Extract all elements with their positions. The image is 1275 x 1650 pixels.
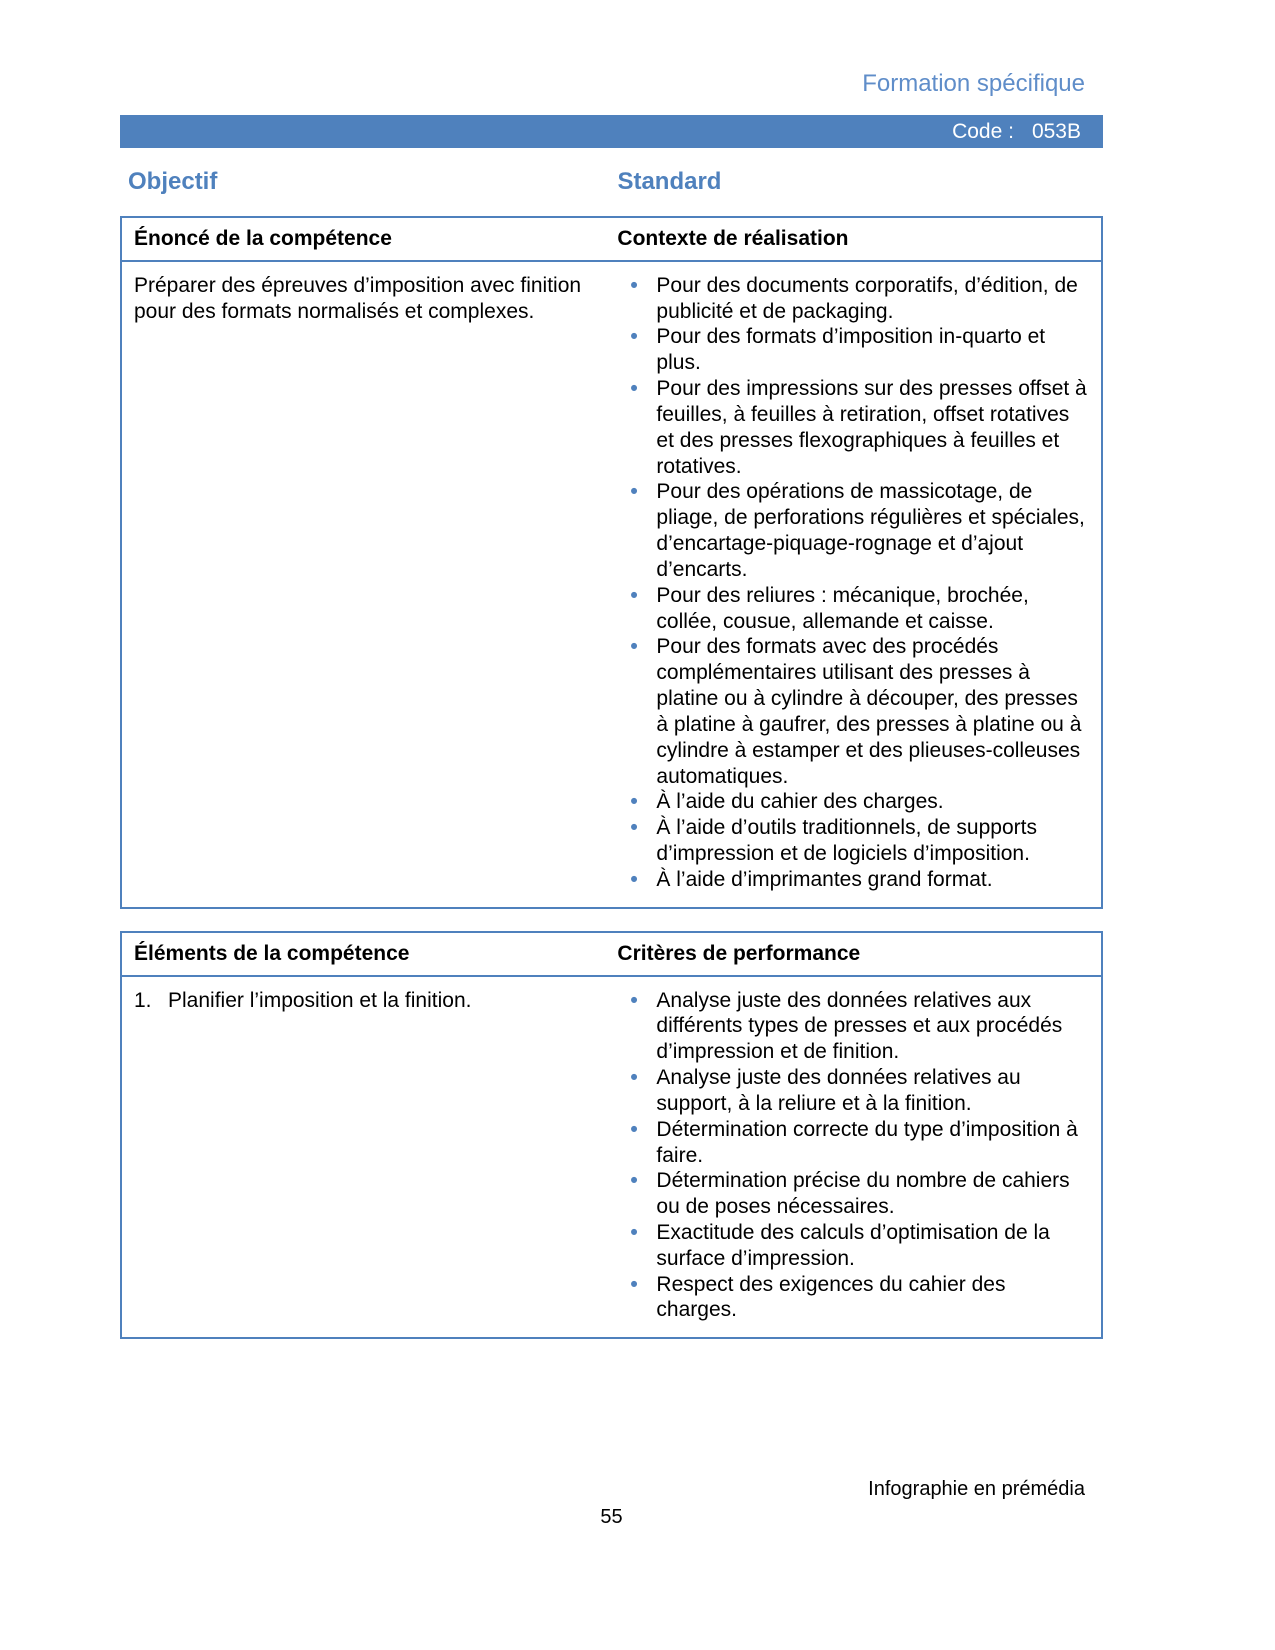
standard-heading: Standard xyxy=(617,168,722,195)
footer-program-name: Infographie en prémédia xyxy=(868,1478,1085,1500)
bullet-item: • Pour des reliures : mécanique, brochée, collée, cousue, allemande et caisse. xyxy=(617,583,1089,635)
bullet-item: • Détermination correcte du type d’imposition à faire. xyxy=(617,1117,1089,1169)
competence-table-1 xyxy=(120,216,1103,909)
element-item-number: 1. xyxy=(134,988,152,1012)
code-bar xyxy=(120,115,1103,148)
bullet-item: • Pour des impressions sur des presses offset à feuilles, à feuilles à retiration, offset rotatives et des presses flexographiques à feuilles et rotatives. xyxy=(617,376,1089,479)
criteria-bullet-list xyxy=(617,988,1089,1324)
bullet-item: • Détermination précise du nombre de cahiers ou de poses nécessaires. xyxy=(617,1168,1089,1220)
bullet-item: • Pour des formats d’imposition in-quarto et plus. xyxy=(617,324,1089,376)
table1-header-row xyxy=(122,218,1101,262)
table2-left-header: Éléments de la compétence xyxy=(134,941,410,965)
bullet-item: • Respect des exigences du cahier des charges. xyxy=(617,1272,1089,1324)
bullet-item: • Pour des documents corporatifs, d’édition, de publicité et de packaging. xyxy=(617,273,1089,325)
bullet-item: • À l’aide du cahier des charges. xyxy=(617,789,1089,815)
element-item-text: Planifier l’imposition et la finition. xyxy=(168,988,472,1012)
page-content xyxy=(120,216,1103,1361)
bullet-item: • Pour des formats avec des procédés complémentaires utilisant des presses à platine ou à cylindre à découper, des presses à platine à gaufrer, des presses à platine ou à cylindre à estamper et des plieuses-colleuses automatiques. xyxy=(617,634,1089,789)
table1-left-header: Énoncé de la compétence xyxy=(134,227,392,250)
code-label: Code : xyxy=(952,119,1014,143)
code-value: 053B xyxy=(1031,119,1081,143)
element-item-1 xyxy=(134,988,600,1014)
section-label: Formation spécifique xyxy=(862,70,1085,97)
bullet-item: • À l’aide d’outils traditionnels, de supports d’impression et de logiciels d’imposition. xyxy=(617,815,1089,867)
table1-body-row xyxy=(122,262,1101,907)
bullet-item: • Exactitude des calculs d’optimisation de la surface d’impression. xyxy=(617,1220,1089,1272)
table2-header-row xyxy=(122,933,1101,977)
table2-body-row xyxy=(122,977,1101,1338)
bullet-item: • À l’aide d’imprimantes grand format. xyxy=(617,867,1089,893)
column-titles xyxy=(120,168,1103,196)
table1-right-header: Contexte de réalisation xyxy=(617,227,849,250)
context-bullet-list xyxy=(617,273,1089,893)
bullet-item: • Analyse juste des données relatives aux différents types de presses et aux procédés d’impression et de finition. xyxy=(617,988,1089,1065)
table2-right-header: Critères de performance xyxy=(617,941,861,965)
objectif-heading: Objectif xyxy=(128,168,218,195)
table1-enonce-text: Préparer des épreuves d’imposition avec finition pour des formats normalisés et complexes. xyxy=(134,273,582,323)
bullet-item: • Analyse juste des données relatives au support, à la reliure et à la finition. xyxy=(617,1065,1089,1117)
bullet-item: • Pour des opérations de massicotage, de pliage, de perforations régulières et spéciales, d’encartage-piquage-rognage et d’ajout d’encarts. xyxy=(617,479,1089,582)
page-number: 55 xyxy=(600,1506,623,1528)
competence-table-2 xyxy=(120,931,1103,1340)
